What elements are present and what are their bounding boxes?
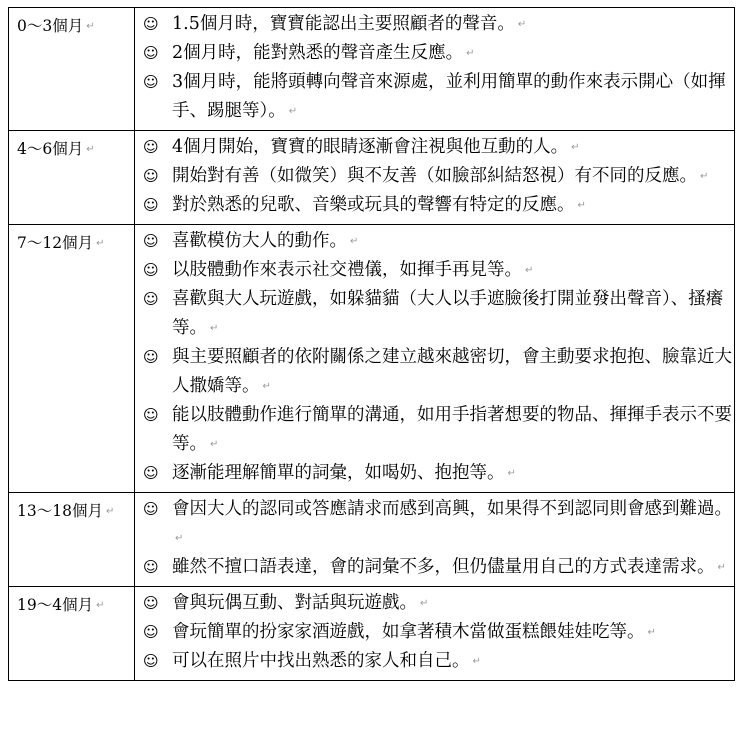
age-range-cell (9, 131, 135, 225)
milestone-text: 可以在照片中找出熟悉的家人和自己。 (172, 651, 470, 671)
smiley-bullet-icon: ☺ (143, 594, 159, 612)
milestone-text: 逐漸能理解簡單的詞彙，如喝奶、抱抱等。 (172, 463, 505, 483)
age-range-label: 4～6個月 (17, 140, 84, 158)
milestone-text: 3個月時，能將頭轉向聲音來源處，並利用簡單的動作來表示開心（如揮手、踢腿等）。 (172, 72, 726, 121)
list-item (143, 162, 732, 191)
age-range-cell (9, 493, 135, 587)
list-item (143, 343, 732, 401)
age-range-label: 13～18個月 (17, 502, 103, 520)
age-range-label: 0～3個月 (17, 17, 84, 35)
table-row (9, 493, 735, 587)
smiley-bullet-icon: ☺ (143, 261, 159, 279)
paragraph-mark-icon: ↵ (420, 598, 429, 609)
paragraph-mark-icon: ↵ (350, 236, 359, 247)
milestone-text-wrap (172, 553, 732, 582)
milestone-text: 雖然不擅口語表達，會的詞彙不多，但仍儘量用自己的方式表達需求。 (172, 557, 715, 577)
milestone-text-wrap (172, 191, 732, 220)
milestone-text: 與主要照顧者的依附關係之建立越來越密切，會主動要求抱抱、臉靠近大人撒嬌等。 (172, 347, 732, 396)
smiley-bullet-icon: ☺ (143, 652, 159, 670)
milestone-text: 以肢體動作來表示社交禮儀，如揮手再見等。 (172, 260, 522, 280)
paragraph-mark-icon: ↵ (647, 627, 656, 638)
milestone-text: 會與玩偶互動、對話與玩遊戲。 (172, 593, 417, 613)
smiley-bullet-icon: ☺ (143, 558, 159, 576)
paragraph-mark-icon: ↵ (507, 468, 516, 479)
milestone-text: 1.5個月時，寶寶能認出主要照顧者的聲音。 (172, 14, 515, 34)
list-item (143, 39, 732, 68)
paragraph-mark-icon: ↵ (96, 238, 105, 249)
milestone-text: 2個月時，能對熟悉的聲音產生反應。 (172, 43, 464, 63)
paragraph-mark-icon: ↵ (571, 142, 580, 153)
milestones-cell (135, 225, 735, 493)
smiley-bullet-icon: ☺ (143, 73, 159, 91)
smiley-bullet-icon: ☺ (143, 623, 159, 641)
list-item (143, 553, 732, 582)
table-row (9, 131, 735, 225)
milestone-text-wrap (172, 133, 732, 162)
age-range-label: 7～12個月 (17, 234, 94, 252)
milestone-text-wrap (172, 162, 732, 191)
age-range-label: 19～4個月 (17, 596, 94, 614)
milestone-text-wrap (172, 459, 732, 488)
smiley-bullet-icon: ☺ (143, 406, 159, 424)
list-item (143, 256, 732, 285)
list-item (143, 647, 732, 676)
list-item (143, 401, 732, 459)
age-range-cell (9, 8, 135, 131)
paragraph-mark-icon: ↵ (472, 656, 481, 667)
milestone-text-wrap (172, 227, 732, 256)
paragraph-mark-icon: ↵ (210, 323, 219, 334)
paragraph-mark-icon: ↵ (175, 533, 184, 544)
paragraph-mark-icon: ↵ (577, 200, 586, 211)
list-item (143, 285, 732, 343)
milestone-text-wrap (172, 495, 732, 553)
development-table (8, 7, 735, 681)
milestones-cell (135, 493, 735, 587)
milestone-text-wrap (172, 401, 732, 459)
milestone-text: 喜歡與大人玩遊戲，如躲貓貓（大人以手遮臉後打開並發出聲音）、搔癢等。 (172, 289, 724, 338)
smiley-bullet-icon: ☺ (143, 290, 159, 308)
age-range-cell (9, 587, 135, 681)
paragraph-mark-icon: ↵ (525, 265, 534, 276)
milestone-list (135, 8, 734, 130)
paragraph-mark-icon: ↵ (86, 144, 95, 155)
smiley-bullet-icon: ☺ (143, 138, 159, 156)
milestone-text-wrap (172, 39, 732, 68)
smiley-bullet-icon: ☺ (143, 348, 159, 366)
smiley-bullet-icon: ☺ (143, 500, 159, 518)
smiley-bullet-icon: ☺ (143, 464, 159, 482)
milestone-text: 開始對有善（如微笑）與不友善（如臉部糾結怒視）有不同的反應。 (172, 166, 697, 186)
smiley-bullet-icon: ☺ (143, 232, 159, 250)
paragraph-mark-icon: ↵ (262, 381, 271, 392)
list-item (143, 10, 732, 39)
table-row (9, 587, 735, 681)
milestone-text: 對於熟悉的兒歌、音樂或玩具的聲響有特定的反應。 (172, 195, 575, 215)
milestone-text: 4個月開始，寶寶的眼睛逐漸會注視與他互動的人。 (172, 137, 569, 157)
milestone-text-wrap (172, 647, 732, 676)
list-item (143, 227, 732, 256)
smiley-bullet-icon: ☺ (143, 15, 159, 33)
milestone-text-wrap (172, 256, 732, 285)
paragraph-mark-icon: ↵ (210, 439, 219, 450)
table-body (9, 8, 735, 681)
table-row (9, 225, 735, 493)
table-row (9, 8, 735, 131)
milestone-list (135, 587, 734, 680)
milestones-cell (135, 131, 735, 225)
milestones-cell (135, 587, 735, 681)
paragraph-mark-icon: ↵ (86, 21, 95, 32)
paragraph-mark-icon: ↵ (717, 562, 726, 573)
list-item (143, 191, 732, 220)
list-item (143, 495, 732, 553)
milestone-text-wrap (172, 618, 732, 647)
list-item (143, 459, 732, 488)
paragraph-mark-icon: ↵ (96, 600, 105, 611)
age-range-cell (9, 225, 135, 493)
smiley-bullet-icon: ☺ (143, 196, 159, 214)
list-item (143, 68, 732, 126)
paragraph-mark-icon: ↵ (288, 106, 298, 117)
smiley-bullet-icon: ☺ (143, 167, 159, 185)
paragraph-mark-icon: ↵ (517, 19, 527, 30)
milestone-list (135, 131, 734, 224)
milestone-list (135, 493, 734, 586)
milestone-list (135, 225, 734, 492)
milestone-text-wrap (172, 10, 732, 39)
smiley-bullet-icon: ☺ (143, 44, 159, 62)
paragraph-mark-icon: ↵ (105, 506, 115, 517)
list-item (143, 133, 732, 162)
milestone-text-wrap (172, 285, 732, 343)
list-item (143, 618, 732, 647)
milestone-text: 會玩簡單的扮家家酒遊戲，如拿著積木當做蛋糕餵娃娃吃等。 (172, 622, 645, 642)
milestones-cell (135, 8, 735, 131)
milestone-text-wrap (172, 68, 732, 126)
milestone-text-wrap (172, 589, 732, 618)
paragraph-mark-icon: ↵ (466, 48, 475, 59)
paragraph-mark-icon: ↵ (700, 171, 709, 182)
milestone-text: 喜歡模仿大人的動作。 (172, 231, 347, 251)
milestone-text-wrap (172, 343, 732, 401)
milestone-text: 會因大人的認同或答應請求而感到高興，如果得不到認同則會感到難過。 (172, 499, 732, 519)
milestone-text: 能以肢體動作進行簡單的溝通，如用手指著想要的物品、揮揮手表示不要等。 (172, 405, 732, 454)
list-item (143, 589, 732, 618)
